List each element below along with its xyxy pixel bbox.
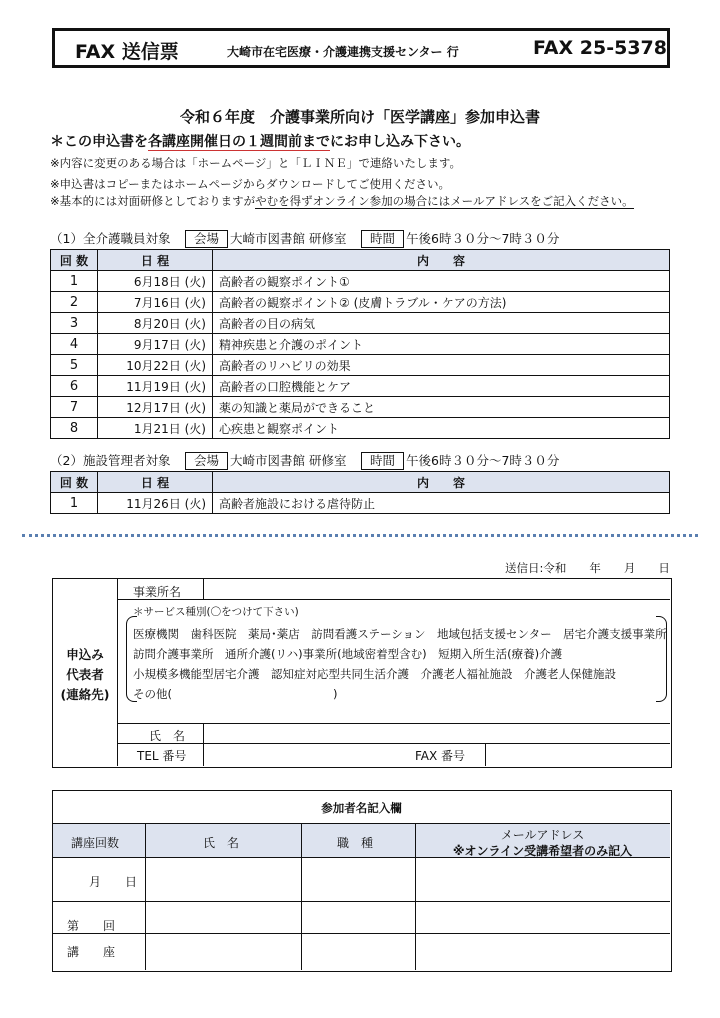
session-date: 10月22日 (火) <box>98 355 213 376</box>
col-num: 回 数 <box>51 472 98 493</box>
schedule-table-2 <box>50 471 670 514</box>
session-date: 8月20日 (火) <box>98 313 213 334</box>
schedule-row <box>51 418 670 439</box>
col-session: 講座回数 <box>71 836 120 850</box>
note-copy: ※申込書はコピーまたはホームページからダウンロードしてご使用ください。 <box>50 177 450 191</box>
schedule-row <box>51 271 670 292</box>
session-date: 9月17日 (火) <box>98 334 213 355</box>
session-content: 心疾患と観察ポイント <box>213 418 670 439</box>
session-date: 11月19日 (火) <box>98 376 213 397</box>
row-kouza: 講 座 <box>67 945 116 959</box>
schedule-row <box>51 493 670 514</box>
session-number: 7 <box>51 397 98 418</box>
schedule-table-1 <box>50 249 670 439</box>
fax-header <box>52 28 670 68</box>
cut-line <box>22 534 698 537</box>
session-content: 高齢者の口腔機能とケア <box>213 376 670 397</box>
bracket-right <box>656 616 667 702</box>
session-content: 高齢者のリハビリの効果 <box>213 355 670 376</box>
schedule-row <box>51 376 670 397</box>
fax-number: FAX 25-5378 <box>533 37 667 59</box>
participants-table <box>52 790 672 972</box>
session-content: 薬の知識と薬局ができること <box>213 397 670 418</box>
session-number: 3 <box>51 313 98 334</box>
col-name: 氏 名 <box>203 836 240 850</box>
col-date: 日 程 <box>98 250 213 271</box>
session-date: 6月18日 (火) <box>98 271 213 292</box>
col-email-note: ※オンライン受講希望者のみ記入 <box>452 844 633 858</box>
note-change: ※内容に変更のある場合は「ホームページ」と「ＬＩＮＥ」で連絡いたします。 <box>50 156 461 170</box>
services-row-2: 訪問介護事業所 通所介護(リハ)事業所(地域密着型含む) 短期入所生活(療養)介護 <box>133 647 563 661</box>
session-number: 1 <box>51 271 98 292</box>
name-label: 氏 名 <box>149 729 186 743</box>
schedule-row <box>51 292 670 313</box>
services-row-3: 小規模多機能型居宅介護 認知症対応型共同生活介護 介護老人福祉施設 介護老人保健施設 <box>133 667 616 681</box>
session-content: 高齢者の観察ポイント② (皮膚トラブル・ケアの方法) <box>213 292 670 313</box>
session-number: 2 <box>51 292 98 313</box>
session-date: 1月21日 (火) <box>98 418 213 439</box>
schedule-row <box>51 313 670 334</box>
row-month-day: 月 日 <box>89 875 138 889</box>
col-date: 日 程 <box>98 472 213 493</box>
section1-heading: （1）全介護職員対象 会場 大崎市図書館 研修室 時間 午後6時３０分～7時３０分 <box>50 231 560 246</box>
session-content: 高齢者の観察ポイント① <box>213 271 670 292</box>
col-occupation: 職 種 <box>337 836 374 850</box>
session-number: 5 <box>51 355 98 376</box>
note-online: ※基本的には対面研修としておりますがやむを得ずオンライン参加の場合にはメールアドレスをご記入ください。 <box>50 194 634 208</box>
page-title: 令和６年度 介護事業所向け「医学講座」参加申込書 <box>179 108 540 126</box>
session-date: 11月26日 (火) <box>98 493 213 514</box>
session-number: 4 <box>51 334 98 355</box>
participants-title: 参加者名記入欄 <box>321 801 402 815</box>
col-email: メールアドレス <box>500 828 585 842</box>
session-number: 8 <box>51 418 98 439</box>
applicant-heading: 申込み 代表者 (連絡先) <box>53 579 118 766</box>
session-content: 高齢者施設における虐待防止 <box>213 493 670 514</box>
session-number: 1 <box>51 493 98 514</box>
bracket-left <box>126 616 137 702</box>
row-session-no: 第 回 <box>67 919 116 933</box>
schedule-row <box>51 355 670 376</box>
schedule-row <box>51 334 670 355</box>
col-content: 内 容 <box>213 472 670 493</box>
session-date: 7月16日 (火) <box>98 292 213 313</box>
schedule-row <box>51 397 670 418</box>
fax-label: FAX 送信票 <box>75 41 179 63</box>
services-row-1: 医療機関 歯科医院 薬局･薬店 訪問看護ステーション 地域包括支援センター 居宅介護支援事業所 <box>133 627 667 641</box>
recipient: 大崎市在宅医療・介護連携支援センター 行 <box>227 45 459 59</box>
session-content: 高齢者の目の病気 <box>213 313 670 334</box>
section2-heading: （2）施設管理者対象 会場 大崎市図書館 研修室 時間 午後6時３０分～7時３０分 <box>50 453 560 468</box>
sent-date: 送信日:令和 年 月 日 <box>505 561 670 575</box>
applicant-form <box>52 578 672 768</box>
services-row-4: その他( ) <box>133 687 338 701</box>
col-content: 内 容 <box>213 250 670 271</box>
deadline-note: ＊この申込書を各講座開催日の１週間前までにお申し込み下さい。 <box>50 134 470 150</box>
fax-label-field: FAX 番号 <box>415 749 466 763</box>
tel-label: TEL 番号 <box>137 749 187 763</box>
session-number: 6 <box>51 376 98 397</box>
col-num: 回 数 <box>51 250 98 271</box>
office-label: 事業所名 <box>133 585 182 599</box>
session-content: 精神疾患と介護のポイント <box>213 334 670 355</box>
session-date: 12月17日 (火) <box>98 397 213 418</box>
service-note: ＊サービス種別(〇をつけて下さい) <box>133 606 299 618</box>
